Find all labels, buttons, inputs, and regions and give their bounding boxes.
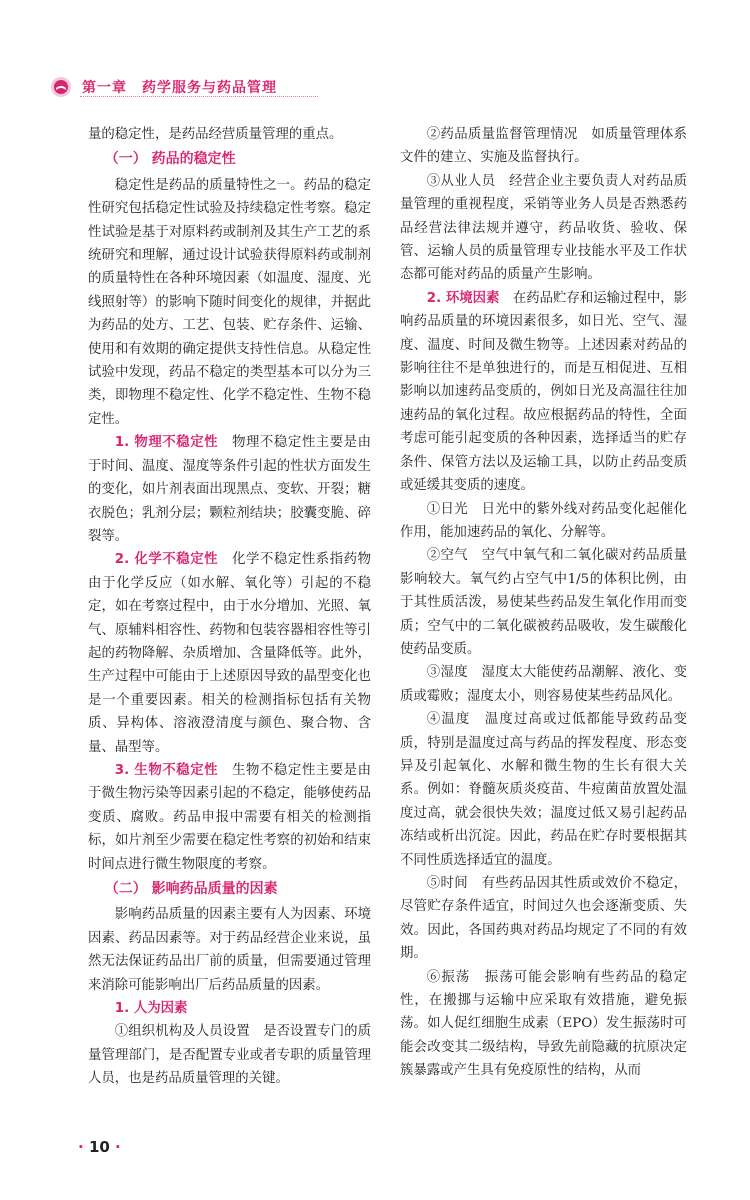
paragraph: ⑤时间 有些药品因其性质或效价不稳定，尽管贮存条件适宜，时间过久也会逐渐变质、失效。因此，各国药典对药品均规定了不同的有效期。 — [400, 876, 687, 962]
paragraph: ①组织机构及人员设置 是否设置专门的质量管理部门，是否配置专业或者专职的质量管理人员，也是药品质量管理的关键。 — [88, 1024, 371, 1087]
paragraph-biological — [88, 759, 371, 876]
keyword-environmental-factors: 2. 环境因素 — [426, 290, 500, 306]
paragraph-environment — [400, 287, 687, 498]
header-divider — [80, 96, 318, 97]
keyword-human-factors: 1. 人为因素 — [114, 1001, 188, 1017]
paragraph: 影响药品质量的因素主要有人为因素、环境因素、药品因素等。对于药品经营企业来说，虽然无法保证药品出厂前的质量，但需要通过管理来消除可能影响出厂后药品质量的因素。 — [88, 907, 371, 993]
page-number — [78, 1138, 121, 1156]
page-number-dot-right: · — [115, 1138, 121, 1156]
paragraph: ①日光 日光中的紫外线对药品变化起催化作用，能加速药品的氧化、分解等。 — [400, 501, 687, 540]
page-number-dot-left: · — [78, 1138, 84, 1156]
paragraph: ④温度 温度过高或过低都能导致药品变质，特别是温度过高与药品的挥发程度、形态变异及引起氧化、水解和微生物的生长有很大关系。例如：脊髓灰质炎疫苗、牛痘菌苗放置处温度过高，就会很快失效；温度过低又易引起药品冻结或析出沉淀。因此，药品在贮存时要根据其不同性质选择适宜的温度。 — [400, 712, 687, 868]
keyword-biological-instability: 3. 生物不稳定性 — [114, 762, 219, 778]
text-biological: 生物不稳定性主要是由于微生物污染等因素引起的不稳定，能够使药品变质、腐败。药品申报中需要有相关的检测指标，如片剂至少需要在稳定性考察的初始和结束时间点进行微生物限度的考察。 — [88, 762, 372, 872]
paragraph: ③从业人员 经营企业主要负责人对药品质量管理的重视程度，采销等业务人员是否熟悉药品经营法律法规并遵守，药品收货、验收、保管、运输人员的质量管理专业技能水平及工作状态都可能对药品的质量产生影响。 — [400, 173, 687, 283]
paragraph: ⑥振荡 振荡可能会影响有些药品的稳定性，在搬挪与运输中应采取有效措施，避免振荡。如人促红细胞生成素（EPO）发生振荡时可能会改变其二级结构，导致先前隐藏的抗原决定簇暴露或产生具有免疫原性的结构，从而 — [400, 969, 687, 1079]
keyword-chemical-instability: 2. 化学不稳定性 — [114, 552, 219, 568]
paragraph: ②空气 空气中氧气和二氧化碳对药品质量影响较大。氧气约占空气中1/5的体积比例，由于其性质活泼，易使某些药品发生氧化作用而变质；空气中的二氧化碳被药品吸收，发生碳酸化使药品变质。 — [400, 548, 687, 657]
paragraph: ③湿度 湿度太大能使药品潮解、液化、变质或霉败；湿度太小，则容易使某些药品风化。 — [400, 665, 687, 704]
right-column — [400, 123, 687, 1083]
left-column — [88, 123, 371, 1091]
section-heading-stability: （一） 药品的稳定性 — [104, 151, 236, 168]
paragraph: 量的稳定性，是药品经营质量管理的重点。 — [88, 127, 343, 142]
chapter-name: 药学服务与药品管理 — [142, 80, 277, 96]
paragraph: 稳定性是药品的质量特性之一。药品的稳定性研究包括稳定性试验及持续稳定性考察。稳定性试验是基于对原料药或制剂及其生产工艺的系统研究和理解，通过设计试验获得原料药或制剂的质量特性在各种环境因素（如温度、湿度、光线照射等）的影响下随时间变化的规律，并据此为药品的处方、工艺、包装、贮存条件、运输、使用和有效期的确定提供支持性信息。从稳定性试验中发现，药品不稳定的类型基本可以分为三类，即物理不稳定性、化学不稳定性、生物不稳定性。 — [88, 177, 371, 427]
paragraph-chemical — [88, 548, 371, 759]
text-physical: 物理不稳定性主要是由于时间、温度、湿度等条件引起的性状方面发生的变化，如片剂表面出现黑点、变软、开裂；糖衣脱色；乳剂分层；颗粒剂结块；胶囊变脆、碎裂等。 — [88, 435, 372, 544]
keyword-physical-instability: 1. 物理不稳定性 — [114, 435, 219, 451]
chapter-number: 第一章 — [82, 80, 127, 96]
paragraph-physical — [88, 431, 371, 548]
running-header — [50, 72, 710, 102]
chapter-title — [82, 77, 277, 97]
text-environment: 在药品贮存和运输过程中，影响药品质量的环境因素很多，如日光、空气、湿度、温度、时间及微生物等。上述因素对药品的影响往往不是单独进行的，而是互相促进、互相影响以加速药品变质的，例如日光及高温往往加速药品的氧化过程。故应根据药品的特性，全面考虑可能引起变质的各种因素，选择适当的贮存条件、保管方法以及运输工具，以防止药品变质或延缓其变质的速度。 — [400, 290, 687, 494]
text-chemical: 化学不稳定性系指药物由于化学反应（如水解、氧化等）引起的不稳定，如在考察过程中，由于水分增加、光照、氧气、原辅料相容性、药物和包装容器相容性等引起的药物降解、杂质增加、含量降低等。此外，生产过程中可能由于上述原因导致的晶型变化也是一个重要因素。相关的检测指标包括有关物质、异构体、溶液澄清度与颜色、聚合物、含量、晶型等。 — [88, 552, 372, 755]
book-logo-icon — [50, 76, 72, 98]
page-number-value: 10 — [88, 1138, 110, 1156]
paragraph: ②药品质量监督管理情况 如质量管理体系文件的建立、实施及监督执行。 — [400, 127, 687, 166]
paragraph-human — [88, 997, 371, 1020]
section-heading-factors: （二） 影响药品质量的因素 — [104, 881, 278, 897]
